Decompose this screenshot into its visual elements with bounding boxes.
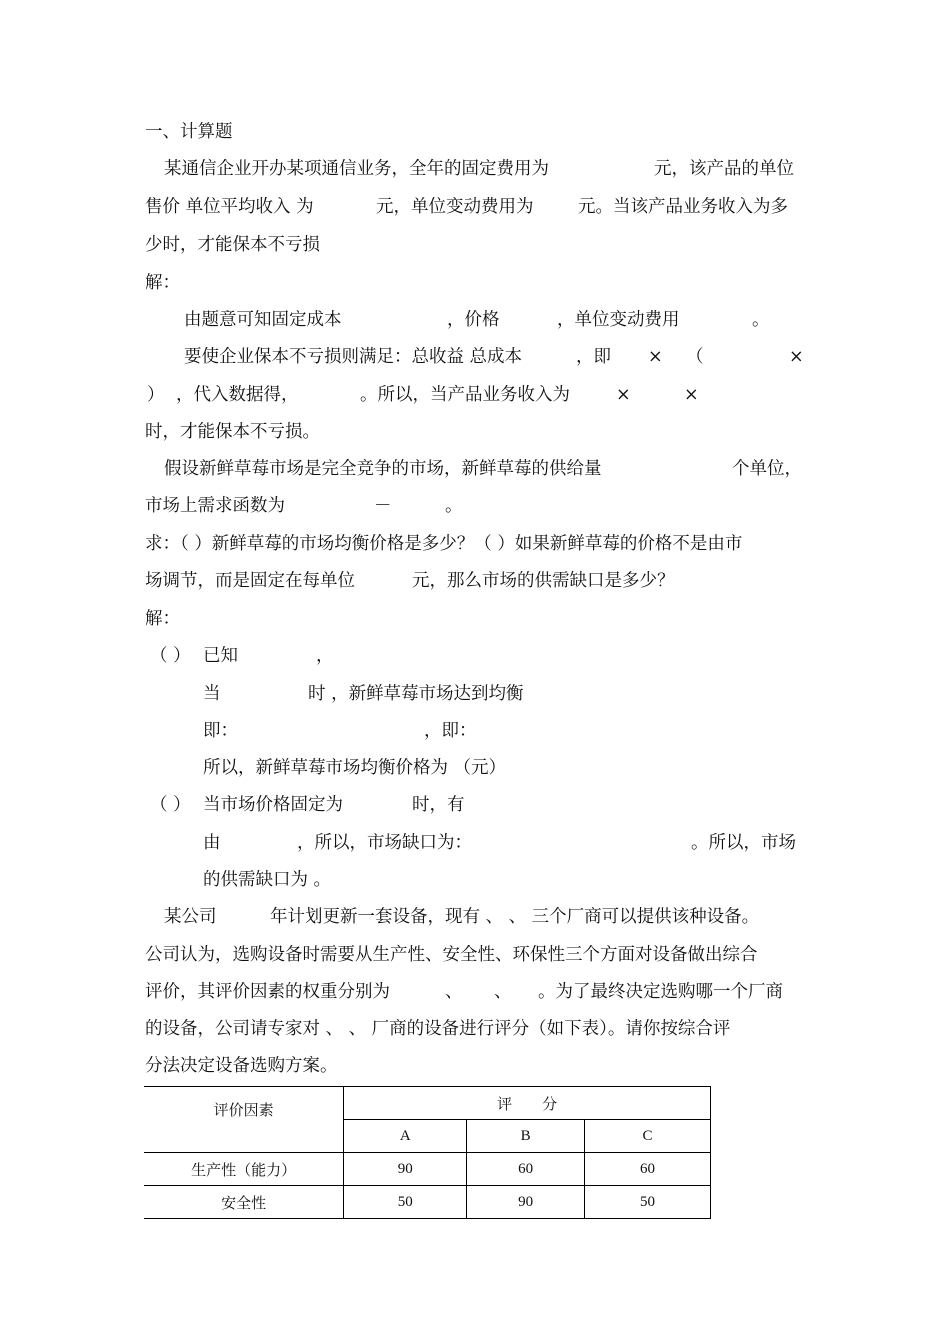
q2-text: 元，那么市场的供需缺口是多少？ xyxy=(412,571,675,591)
q3-text: 、 xyxy=(445,982,463,1002)
q1-text: 元。当该产品业务收入为多 xyxy=(578,197,788,217)
q2-solution-text: ， xyxy=(316,646,334,666)
q1-solution-text: × xyxy=(684,385,699,405)
column-header-a: A xyxy=(344,1120,467,1153)
score-cell: 60 xyxy=(585,1153,711,1186)
score-header: 评 分 xyxy=(344,1087,711,1120)
q2-solution-text: 。所以，市场 xyxy=(691,833,796,853)
q2-solution-text: 时，有 xyxy=(412,795,465,815)
q1-solution-label: 解： xyxy=(145,273,180,293)
score-cell: 50 xyxy=(344,1186,467,1219)
q1-solution-text: 由题意可知固定成本 xyxy=(184,310,342,330)
q2-text: － xyxy=(374,496,392,516)
q3-text: 的设备，公司请专家对 、 、 厂商的设备进行评分（如下表）。请你按综合评 xyxy=(145,1019,731,1039)
q2-solution-text: ，所以，市场缺口为： xyxy=(297,833,472,853)
q1-text: 某通信企业开办某项通信业务，全年的固定费用为 xyxy=(164,159,549,179)
q1-solution-text: × xyxy=(789,347,804,367)
q1-text: 元，该产品的单位 xyxy=(654,159,794,179)
section-title: 一、计算题 xyxy=(145,122,233,142)
q1-text: 售价 单位平均收入 为 xyxy=(145,197,314,217)
q3-text: 分法决定设备选购方案。 xyxy=(145,1056,338,1076)
q2-text: 个单位， xyxy=(732,459,802,479)
q1-solution-text: 时，才能保本不亏损。 xyxy=(145,422,320,442)
q2-solution-text: 已知 xyxy=(203,646,238,666)
q1-solution-text: ，即 xyxy=(576,347,611,367)
q3-text: 公司认为，选购设备时需要从生产性、安全性、环保性三个方面对设备做出综合 xyxy=(145,945,758,965)
q2-solution-text: 当 xyxy=(203,684,221,704)
row-factor: 安全性 xyxy=(144,1186,344,1219)
q1-solution-text: ） xyxy=(147,385,165,405)
score-cell: 90 xyxy=(344,1153,467,1186)
q2-text: 。 xyxy=(445,496,463,516)
row-factor: 生产性（能力） xyxy=(144,1153,344,1186)
q2-solution-text: 即： xyxy=(203,721,238,741)
q2-solution-text: （ ） xyxy=(150,646,191,666)
q2-solution-text: 的供需缺口为 。 xyxy=(203,870,332,890)
q2-solution-text: 当市场价格固定为 xyxy=(203,795,343,815)
q1-text: 少时，才能保本不亏损 xyxy=(145,235,320,255)
q3-text: 、 xyxy=(494,982,512,1002)
q2-solution-text: 时 ，新鲜草莓市场达到均衡 xyxy=(308,684,524,704)
q2-solution-text: ，即： xyxy=(424,721,477,741)
factor-header: 评价因素 xyxy=(144,1087,344,1153)
table-row xyxy=(144,1153,711,1186)
table-header-row xyxy=(144,1087,711,1120)
q1-solution-text: × xyxy=(616,385,631,405)
q1-solution-text: 。 xyxy=(752,310,770,330)
q2-solution-text: 所以，新鲜草莓市场均衡价格为 （元） xyxy=(203,758,507,778)
score-cell: 90 xyxy=(467,1186,585,1219)
q2-text: 场调节，而是固定在每单位 xyxy=(145,571,355,591)
q2-text: 假设新鲜草莓市场是完全竞争的市场，新鲜草莓的供给量 xyxy=(164,459,602,479)
q3-text: 某公司 xyxy=(164,907,217,927)
column-header-c: C xyxy=(585,1120,711,1153)
q2-text: 求：（ ）新鲜草莓的市场均衡价格是多少？（ ）如果新鲜草莓的价格不是由市 xyxy=(145,534,743,554)
q3-text: 评价，其评价因素的权重分别为 xyxy=(145,982,390,1002)
q2-text: 市场上需求函数为 xyxy=(145,496,285,516)
q2-solution-text: 由 xyxy=(203,833,221,853)
scoring-table xyxy=(144,1086,711,1219)
q3-text: 年计划更新一套设备，现有 、 、 三个厂商可以提供该种设备。 xyxy=(270,907,760,927)
q1-solution-text: ，单位变动费用 xyxy=(557,310,680,330)
column-header-b: B xyxy=(467,1120,585,1153)
q1-solution-text: （ xyxy=(686,347,704,367)
q1-solution-text: 要使企业保本不亏损则满足：总收益 总成本 xyxy=(184,347,523,367)
q2-solution-label: 解： xyxy=(145,609,180,629)
q1-solution-text: 。所以，当产品业务收入为 xyxy=(360,385,570,405)
q1-solution-text: ，代入数据得， xyxy=(176,385,299,405)
q1-text: 元，单位变动费用为 xyxy=(376,197,534,217)
q1-solution-text: ，价格 xyxy=(447,310,500,330)
score-cell: 60 xyxy=(467,1153,585,1186)
q1-solution-text: × xyxy=(648,347,663,367)
q2-solution-text: （ ） xyxy=(150,795,191,815)
q3-text: 。为了最终决定选购哪一个厂商 xyxy=(538,982,783,1002)
score-cell: 50 xyxy=(585,1186,711,1219)
table-row xyxy=(144,1186,711,1219)
